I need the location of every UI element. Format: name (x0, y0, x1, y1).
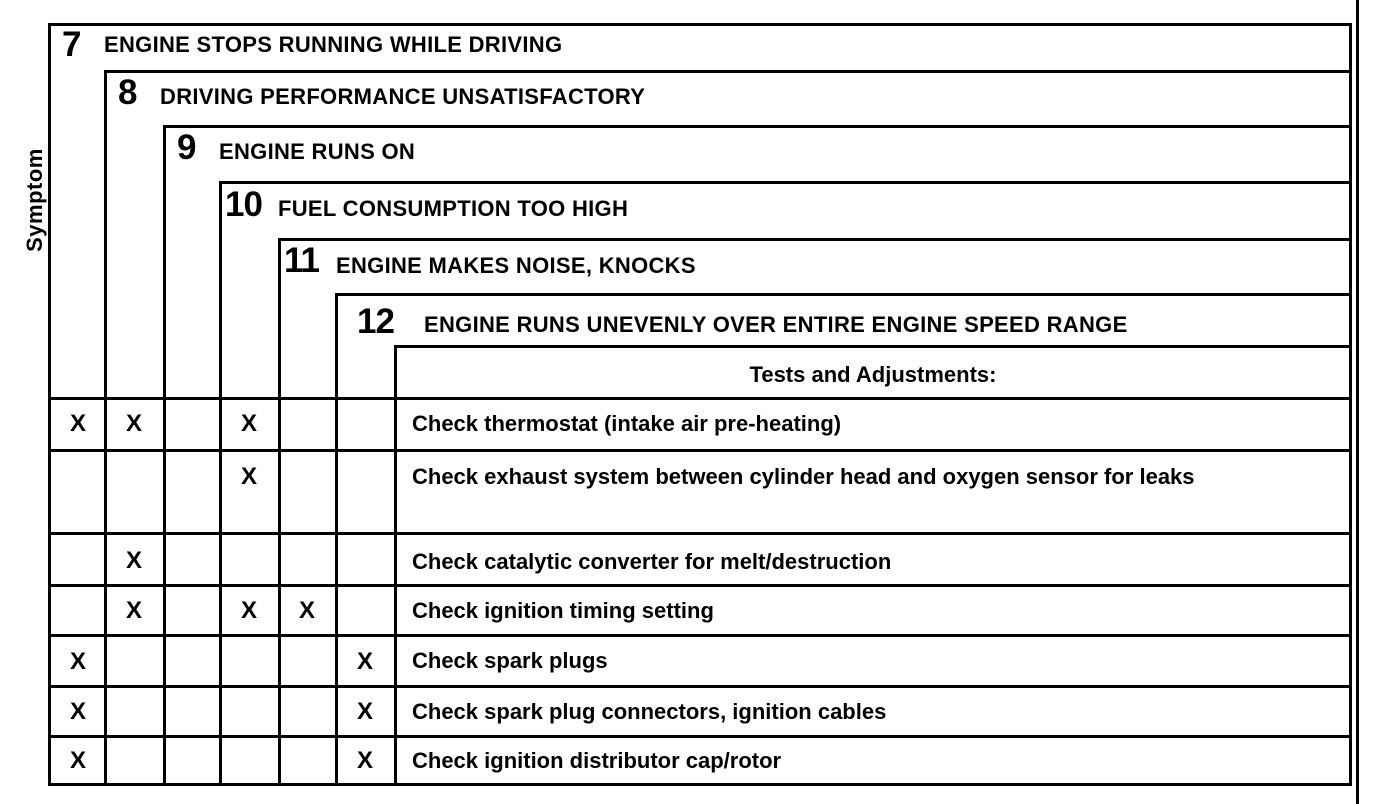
symptom-number-8: 8 (118, 73, 137, 112)
col-line-6 (394, 397, 397, 786)
tests-header: Tests and Adjustments: (749, 362, 997, 387)
symptom-axis-label: Symptom (22, 148, 47, 252)
row-2-test: Check exhaust system between cylinder head and oxygen sensor for leaks (412, 464, 1195, 489)
row-4-mark-8: X (125, 597, 142, 624)
row-6-mark-7: X (69, 698, 86, 725)
row-6-mark-12: X (356, 698, 373, 725)
row-2-mark-10: X (240, 463, 257, 490)
col-line-1 (104, 397, 107, 786)
row-separator-3 (48, 584, 1352, 587)
col-line-left (48, 397, 51, 786)
row-4-mark-10: X (240, 597, 257, 624)
row-separator-5 (48, 685, 1352, 688)
row-7-mark-7: X (69, 747, 86, 774)
body-bottom-line (48, 783, 1352, 786)
row-separator-6 (48, 735, 1352, 738)
row-3-mark-8: X (125, 547, 142, 574)
body-top-line (48, 397, 1352, 400)
symptom-title-11: ENGINE MAKES NOISE, KNOCKS (336, 253, 696, 278)
symptom-number-7: 7 (62, 25, 81, 64)
row-separator-1 (48, 449, 1352, 452)
symptom-title-10: FUEL CONSUMPTION TOO HIGH (278, 196, 629, 221)
row-4-mark-11: X (298, 597, 315, 624)
row-separator-4 (48, 634, 1352, 637)
col-line-2 (163, 397, 166, 786)
row-separator-2 (48, 532, 1352, 535)
row-5-mark-12: X (356, 648, 373, 675)
symptom-number-10: 10 (225, 185, 262, 224)
symptom-title-7: ENGINE STOPS RUNNING WHILE DRIVING (104, 32, 563, 57)
symptom-number-11: 11 (284, 241, 319, 280)
right-edge-line (1356, 0, 1359, 804)
row-6-test: Check spark plug connectors, ignition cables (412, 699, 887, 724)
row-7-test: Check ignition distributor cap/rotor (412, 748, 782, 773)
row-1-test: Check thermostat (intake air pre-heating) (412, 411, 842, 436)
col-line-3 (219, 397, 222, 786)
row-5-mark-7: X (69, 648, 86, 675)
symptom-number-9: 9 (177, 128, 196, 167)
row-1-mark-10: X (240, 410, 257, 437)
col-line-4 (278, 397, 281, 786)
symptom-title-12: ENGINE RUNS UNEVENLY OVER ENTIRE ENGINE SPEED RANGE (424, 312, 1128, 337)
row-4-test: Check ignition timing setting (412, 598, 714, 623)
row-1-mark-8: X (125, 410, 142, 437)
symptom-number-12: 12 (357, 302, 394, 341)
symptom-title-8: DRIVING PERFORMANCE UNSATISFACTORY (160, 84, 646, 109)
symptom-title-9: ENGINE RUNS ON (219, 139, 416, 164)
row-7-mark-12: X (356, 747, 373, 774)
col-line-right (1349, 397, 1352, 786)
row-1-mark-7: X (69, 410, 86, 437)
col-line-5 (335, 397, 338, 786)
row-5-test: Check spark plugs (412, 648, 608, 673)
row-3-test: Check catalytic converter for melt/destruction (412, 549, 892, 574)
